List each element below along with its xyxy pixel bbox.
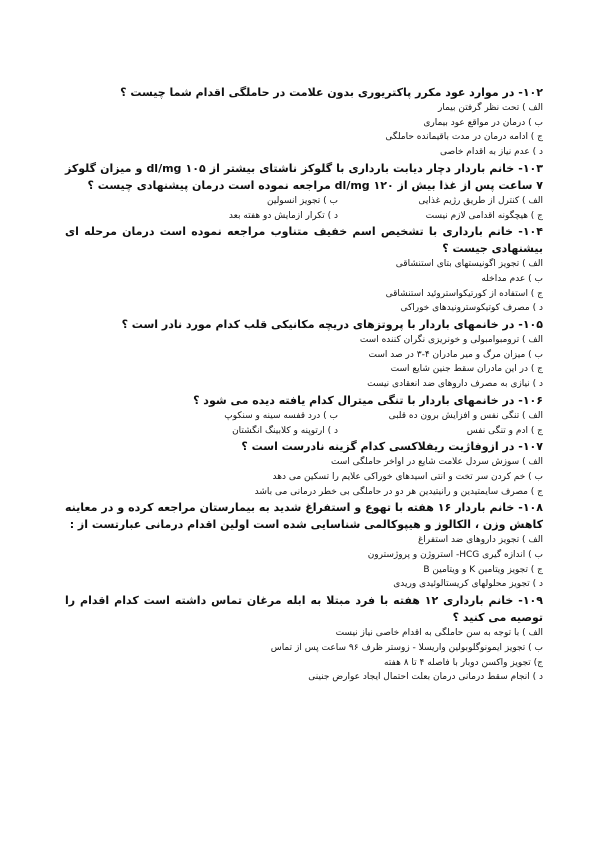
option-dal: د ) تجویز محلولهای کریستالوئیدی وریدی: [393, 579, 543, 590]
question-stem: ۱۰۸- خانم باردار ۱۶ هفته با تهوع و استفراغ شدید به بیمارستان مراجعه کرده و در معاینه کاهش وزن ، الکالوز و هیپوکالمی شناسایی شده است اولین اقدام درمانی عبارتست از :: [65, 501, 543, 532]
option-be: ب ) خم کردن سر تخت و انتی اسیدهای خوراکی علایم را تسکین می دهد: [272, 471, 543, 482]
question-102: [65, 84, 543, 160]
option-dal: د ) عدم نیاز به اقدام خاصی: [439, 147, 543, 158]
option-dal: د ) تکرار ازمایش دو هفته بعد: [228, 210, 338, 221]
question-stem: ۱۰۴- خانم بارداری با تشخیص اسم خفیف متناوب مراجعه نموده است درمان مرحله ای بیشنهادی جیست ؟: [65, 225, 543, 256]
option-be: ب ) تجویز ایمونوگلوبولین واریسلا - زوستر ظرف ۹۶ ساعت پس از تماس: [270, 642, 543, 653]
option-alef: الف ) تنگی نفس و افزایش برون ده قلبی: [388, 410, 543, 421]
option-be: ب ) عدم مداخله: [481, 273, 543, 284]
option-jim: ج ) ادم و تنگی نفس: [466, 425, 543, 436]
option-alef: الف ) ترومبوامبولی و خونریزی نگران کننده است: [359, 335, 543, 346]
option-be: ب ) درد قفسه سینه و سنکوپ: [224, 410, 338, 421]
option-dal: د ) انجام سقط درمانی درمان بعلت احتمال ایجاد عوارض جنینی: [308, 672, 543, 683]
question-104: [65, 223, 543, 316]
option-jim: ج ) مصرف سایمتیدین و رانیتیدین هر دو در حاملگی بی خطر درمانی می باشد: [254, 486, 543, 497]
question-list: [65, 84, 543, 685]
option-be: ب ) اندازه گیری HCG- استروژن و پروژسترون: [367, 550, 543, 561]
option-jim: ج ) ادامه درمان در مدت باقیمانده حاملگی: [385, 132, 543, 143]
option-row: [65, 209, 543, 224]
question-stem: ۱۰۹- خانم بارداری ۱۲ هفته با فرد مبتلا به ابله مرغان تماس داشته است کدام اقدام را توصیه می کنید ؟: [65, 594, 543, 625]
option-row: [65, 424, 543, 439]
question-stem: ۱۰۶- در خانمهای باردار با تنگی میترال کدام یافته دیده می شود ؟: [193, 393, 543, 407]
option-alef: الف ) با توجه به سن حاملگی به اقدام خاصی نیاز نیست: [335, 628, 543, 639]
question-stem: ۱۰۲- در موارد عود مکرر پاکتریوری بدون علامت در حاملگی اقدام شما چیست ؟: [120, 86, 543, 99]
option-be: ب ) میزان مرگ و میر مادران ۴-۳ در صد است: [368, 349, 543, 360]
option-jim: ج ) در این مادران سقط جنین شایع است: [390, 364, 543, 375]
option-row: [65, 194, 543, 209]
option-alef: الف ) تجویز داروهای ضد استفراغ: [417, 535, 543, 546]
option-dal: د ) ارتوپنه و کلابینگ انگشتان: [232, 425, 338, 436]
option-jim: ج ) هیچگونه اقدامی لازم نیست: [425, 210, 543, 221]
option-alef: الف ) کنترل از طریق رژیم غذایی: [418, 195, 543, 206]
option-be: ب ) تجویز انسولین: [267, 195, 338, 206]
question-stem: ۱۰۳- خانم باردار دچار دیابت بارداری با گلوکز ناشتای بیشتر از ۱۰۵ dl/mg و میزان گلوکز ۷ ساعت پس از غذا بیش از ۱۲۰ dl/mg مراجعه نموده است درمان پیشنهادی چیست ؟: [65, 161, 543, 192]
option-jim: ج) تجویز واکسن دوبار با فاصله ۴ تا ۸ هفته: [384, 657, 543, 668]
question-109: [65, 592, 543, 685]
question-stem: ۱۰۷- در ازوفاژیت ریفلاکسی کدام گزینه نادرست است ؟: [241, 440, 543, 454]
question-106: [65, 392, 543, 438]
option-alef: الف ) تجویز اگونیستهای بتای استنشاقی: [395, 259, 543, 270]
option-be: ب ) درمان در مواقع عود بیماری: [423, 117, 543, 128]
question-stem: ۱۰۵- در خانمهای باردار با پروتزهای دریچه مکانیکی قلب کدام مورد نادر است ؟: [121, 318, 543, 332]
question-107: [65, 438, 543, 499]
option-alef: الف ) سوزش سردل علامت شایع در اواخر حاملگی است: [330, 457, 543, 468]
question-103: [65, 160, 543, 223]
option-alef: الف ) تحت نظر گرفتن بیمار: [437, 103, 543, 113]
option-row: [65, 409, 543, 424]
option-jim: ج ) استفاده از کورتیکواستروئید استنشاقی: [385, 288, 543, 299]
question-105: [65, 316, 543, 392]
question-108: [65, 499, 543, 592]
option-dal: د ) نیازی به مصرف داروهای ضد انعقادی نیست: [367, 379, 543, 390]
option-jim: ج ) تجویز ویتامین K و ویتامین B: [423, 564, 543, 575]
option-dal: د ) مصرف کوتیکوسترونیدهای خوراکی: [400, 303, 543, 314]
